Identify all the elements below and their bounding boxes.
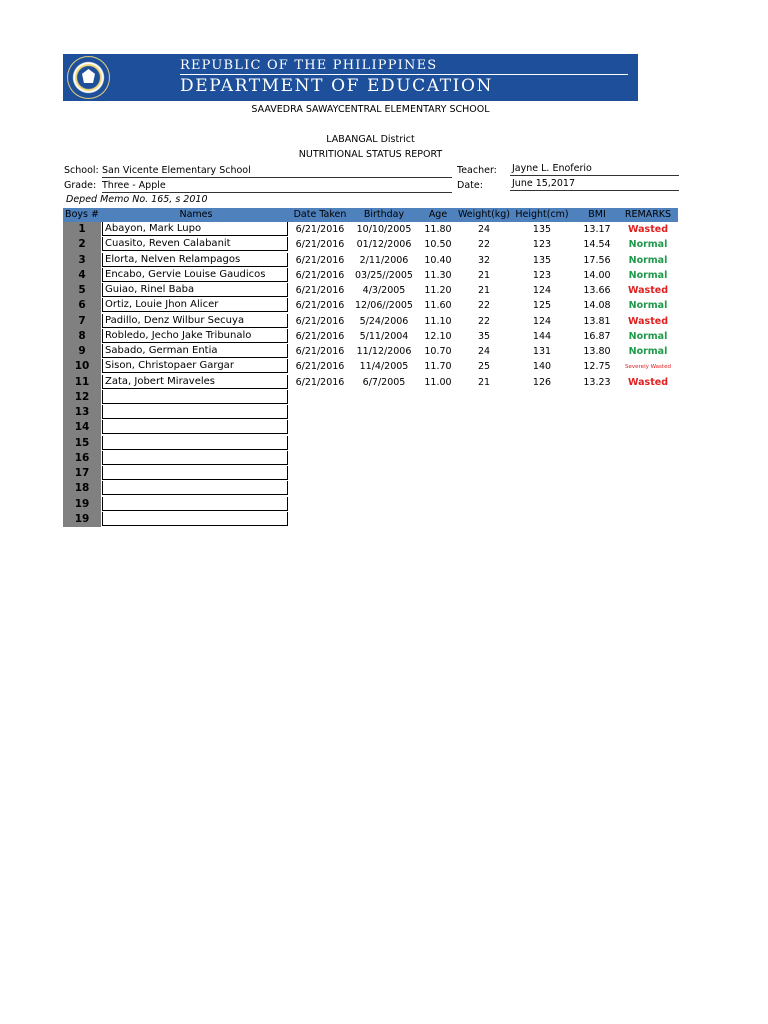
row-number: 1 [78, 223, 86, 235]
row-number: 6 [78, 299, 86, 312]
birthday-cell: 2/11/2006 [359, 254, 409, 266]
weight-cell: 22 [477, 300, 491, 312]
student-name-cell: Padillo, Denz Wilbur Secuya [102, 314, 288, 328]
weight-cell: 24 [477, 346, 491, 357]
birthday-cell: 5/11/2004 [359, 330, 409, 342]
row-number: 5 [78, 284, 86, 296]
weight-cell: 25 [477, 361, 491, 373]
remark-badge: Normal [628, 300, 668, 312]
age-cell: 11.70 [424, 361, 452, 373]
empty-name-cell [102, 497, 288, 511]
remark-badge: Normal [628, 346, 668, 357]
remark-badge: Normal [628, 269, 668, 281]
date-taken-cell: 6/21/2016 [295, 315, 345, 327]
row-number: 2 [78, 238, 86, 251]
date-field: June 15,2017 [510, 177, 679, 191]
row-number: 14 [74, 421, 90, 434]
height-cell: 135 [532, 254, 552, 266]
age-cell: 11.00 [424, 376, 452, 388]
teacher-field: Jayne L. Enoferio [510, 162, 679, 176]
birthday-cell: 4/3/2005 [362, 285, 406, 296]
age-cell: 11.30 [424, 269, 452, 281]
date-label: Date: [457, 180, 483, 191]
date-taken-cell: 6/21/2016 [295, 239, 345, 251]
date-taken-cell: 6/21/2016 [295, 300, 345, 312]
remark-badge: Wasted [628, 315, 668, 327]
deped-banner [63, 54, 638, 101]
col-names: Names [179, 209, 213, 220]
height-cell: 123 [532, 239, 552, 251]
student-name-cell: Sison, Christopaer Gargar [102, 359, 288, 373]
deped-seal-icon [67, 56, 110, 99]
school-header: SAAVEDRA SAWAYCENTRAL ELEMENTARY SCHOOL [251, 104, 490, 115]
age-cell: 12.10 [424, 330, 452, 342]
row-number: 4 [78, 268, 86, 281]
remark-badge: Wasted [628, 285, 668, 296]
school-label: School: [64, 165, 99, 176]
school-field: San Vicente Elementary School [102, 164, 452, 178]
student-name-cell: Abayon, Mark Lupo [102, 222, 288, 236]
bmi-cell: 17.56 [583, 254, 611, 266]
col-weight: Weight(kg) [457, 209, 511, 220]
col-date-taken: Date Taken [293, 209, 347, 220]
remark-badge: Wasted [628, 224, 668, 235]
col-boys-number: Boys # [65, 209, 99, 220]
bmi-cell: 13.23 [583, 376, 611, 388]
remark-badge: Normal [628, 254, 668, 266]
birthday-cell: 5/24/2006 [359, 315, 409, 327]
bmi-cell: 14.08 [583, 300, 611, 312]
date-taken-cell: 6/21/2016 [295, 376, 345, 388]
weight-cell: 35 [477, 330, 491, 342]
bmi-cell: 13.81 [583, 315, 611, 327]
birthday-cell: 11/4/2005 [359, 361, 409, 373]
bmi-cell: 14.00 [583, 269, 611, 281]
number-column-bg [63, 222, 101, 527]
col-age: Age [428, 209, 448, 220]
date-taken-cell: 6/21/2016 [295, 346, 345, 357]
weight-cell: 21 [477, 376, 491, 388]
student-name-cell: Guiao, Rinel Baba [102, 283, 288, 297]
student-name-cell: Elorta, Nelven Relampagos [102, 253, 288, 267]
weight-cell: 21 [477, 269, 491, 281]
row-number: 9 [78, 345, 86, 357]
row-number: 8 [78, 329, 86, 342]
row-number: 19 [74, 512, 90, 525]
remark-badge: Wasted [628, 376, 668, 388]
student-name-cell: Robledo, Jecho Jake Tribunalo [102, 329, 288, 343]
age-cell: 11.20 [424, 285, 452, 296]
row-number: 15 [74, 436, 90, 449]
bmi-cell: 14.54 [583, 239, 611, 251]
grade-label: Grade: [64, 180, 97, 191]
height-cell: 135 [532, 224, 552, 235]
age-cell: 10.50 [424, 239, 452, 251]
age-cell: 10.70 [424, 346, 452, 357]
bmi-cell: 12.75 [583, 361, 611, 373]
student-name-cell: Cuasito, Reven Calabanit [102, 237, 288, 251]
age-cell: 11.60 [424, 300, 452, 312]
empty-name-cell [102, 420, 288, 434]
height-cell: 126 [532, 376, 552, 388]
height-cell: 125 [532, 300, 552, 312]
district-label: LABANGAL District [326, 134, 415, 145]
empty-name-cell [102, 405, 288, 419]
col-remarks: REMARKS [624, 209, 672, 220]
row-number: 17 [74, 467, 90, 479]
weight-cell: 21 [477, 285, 491, 296]
student-name-cell: Ortiz, Louie Jhon Alicer [102, 298, 288, 312]
bmi-cell: 13.66 [583, 285, 611, 296]
row-number: 7 [78, 314, 86, 327]
bmi-cell: 13.17 [583, 224, 611, 235]
age-cell: 11.80 [424, 224, 452, 235]
date-taken-cell: 6/21/2016 [295, 224, 345, 235]
row-number: 18 [74, 482, 90, 495]
empty-name-cell [102, 481, 288, 495]
grade-field: Three - Apple [102, 179, 452, 193]
weight-cell: 22 [477, 315, 491, 327]
row-number: 13 [74, 406, 90, 418]
date-taken-cell: 6/21/2016 [295, 361, 345, 373]
empty-name-cell [102, 390, 288, 404]
memo-text: Deped Memo No. 165, s 2010 [66, 194, 208, 205]
weight-cell: 24 [477, 224, 491, 235]
empty-name-cell [102, 512, 288, 526]
height-cell: 144 [532, 330, 552, 342]
empty-name-cell [102, 451, 288, 465]
birthday-cell: 6/7/2005 [362, 376, 406, 388]
banner-republic-text: REPUBLIC OF THE PHILIPPINES [180, 58, 438, 73]
row-number: 10 [74, 360, 90, 373]
row-number: 3 [78, 253, 86, 266]
col-birthday: Birthday [363, 209, 405, 220]
height-cell: 123 [532, 269, 552, 281]
report-title: NUTRITIONAL STATUS REPORT [298, 149, 443, 160]
age-cell: 11.10 [424, 315, 452, 327]
row-number: 11 [74, 375, 90, 388]
height-cell: 140 [532, 361, 552, 373]
remark-badge: Normal [628, 239, 668, 251]
teacher-label: Teacher: [457, 165, 497, 176]
row-number: 19 [74, 497, 90, 510]
birthday-cell: 12/06//2005 [355, 300, 413, 312]
date-taken-cell: 6/21/2016 [295, 254, 345, 266]
empty-name-cell [102, 466, 288, 480]
age-cell: 10.40 [424, 254, 452, 266]
student-name-cell: Sabado, German Entia [102, 344, 288, 358]
height-cell: 124 [532, 285, 552, 296]
empty-name-cell [102, 436, 288, 450]
bmi-cell: 16.87 [583, 330, 611, 342]
height-cell: 131 [532, 346, 552, 357]
student-name-cell: Encabo, Gervie Louise Gaudicos [102, 268, 288, 282]
date-taken-cell: 6/21/2016 [295, 269, 345, 281]
col-bmi: BMI [588, 209, 606, 220]
date-taken-cell: 6/21/2016 [295, 330, 345, 342]
bmi-cell: 13.80 [583, 346, 611, 357]
weight-cell: 22 [477, 239, 491, 251]
birthday-cell: 10/10/2005 [356, 224, 412, 235]
row-number: 12 [74, 390, 90, 403]
date-taken-cell: 6/21/2016 [295, 285, 345, 296]
birthday-cell: 03/25//2005 [355, 269, 413, 281]
remark-badge: Severely Wasted [625, 364, 671, 371]
banner-department-text: DEPARTMENT OF EDUCATION [180, 76, 493, 96]
banner-divider [180, 74, 628, 75]
birthday-cell: 01/12/2006 [356, 239, 412, 251]
row-number: 16 [74, 451, 90, 464]
student-name-cell: Zata, Jobert Miraveles [102, 375, 288, 389]
weight-cell: 32 [477, 254, 491, 266]
birthday-cell: 11/12/2006 [356, 346, 412, 357]
col-height: Height(cm) [515, 209, 569, 220]
height-cell: 124 [532, 315, 552, 327]
remark-badge: Normal [628, 330, 668, 342]
